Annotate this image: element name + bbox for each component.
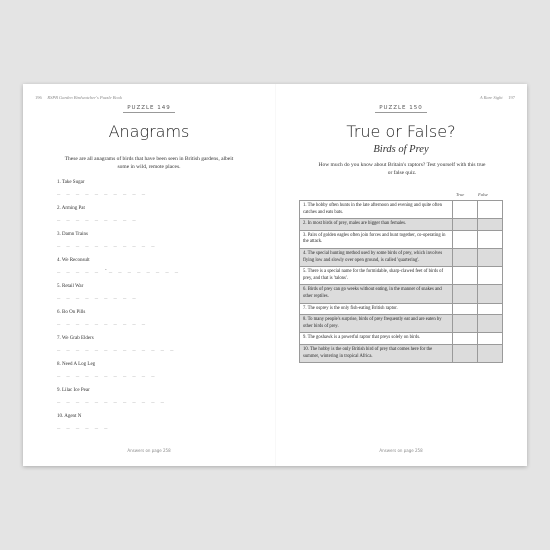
false-answer-box[interactable] (478, 303, 503, 315)
anagram-clue: 2. Arming Pat (57, 206, 85, 211)
anagram-blanks[interactable]: _ _ _ _ _ _ _ _ _ (57, 215, 138, 221)
anagram-item (57, 336, 175, 351)
anagram-clue: 3. Damn Trains (57, 232, 88, 237)
anagram-blanks[interactable]: _ _ _ _ _ _ _ _ _ _ (57, 189, 147, 195)
book-spread (23, 84, 527, 466)
left-page (23, 84, 275, 466)
true-answer-box[interactable] (453, 219, 478, 231)
anagram-blanks[interactable]: _ _ _ _ _ _ (57, 423, 109, 429)
anagram-item (57, 258, 180, 273)
table-row (300, 201, 503, 219)
table-row (300, 315, 503, 333)
false-answer-box[interactable] (478, 285, 503, 303)
false-answer-box[interactable] (478, 201, 503, 219)
anagram-item (57, 414, 109, 429)
true-answer-box[interactable] (453, 315, 478, 333)
right-running-header (480, 95, 515, 100)
left-running-title: RSPB Garden Birdwatcher's Puzzle Book (47, 95, 122, 100)
false-answer-box[interactable] (478, 344, 503, 362)
statement: 7. The osprey is the only fish-eating British raptor. (300, 303, 453, 315)
true-answer-box[interactable] (453, 344, 478, 362)
anagram-clue: 7. We Grab Elders (57, 336, 94, 341)
false-answer-box[interactable] (478, 230, 503, 248)
left-puzzle-label: PUZZLE 149 (23, 105, 275, 113)
anagram-clue: 9. Lilac Ice Pear (57, 388, 90, 393)
table-row (300, 285, 503, 303)
right-page-number: 197 (508, 95, 515, 100)
anagram-item (57, 284, 137, 299)
table-row (300, 219, 503, 231)
true-answer-box[interactable] (453, 285, 478, 303)
anagram-clue: 8. Need A Log Leg (57, 362, 96, 367)
left-footer: Answers on page 258 (127, 448, 171, 453)
anagram-clue: 1. Take Sugar (57, 180, 85, 185)
anagram-item (57, 206, 137, 221)
table-row (300, 248, 503, 266)
false-answer-box[interactable] (478, 219, 503, 231)
statement: 5. There is a special name for the formidable, sharp-clawed feet of birds of prey, and that is 'talons'. (300, 267, 453, 285)
true-answer-box[interactable] (453, 267, 478, 285)
statement: 10. The hobby is the only British bird of prey that comes here for the summer, wintering in tropical Africa. (300, 344, 453, 362)
statement: 3. Pairs of golden eagles often join forces and hunt together, co-operating in the attack. (300, 230, 453, 248)
anagram-clue: 6. Bo On Pills (57, 310, 86, 315)
right-footer: Answers on page 258 (379, 448, 423, 453)
false-answer-box[interactable] (478, 333, 503, 345)
statement: 6. Birds of prey can go weeks without eating, in the manner of snakes and other reptiles. (300, 285, 453, 303)
true-answer-box[interactable] (453, 248, 478, 266)
anagram-item (57, 388, 165, 403)
false-answer-box[interactable] (478, 248, 503, 266)
right-page-subtitle: Birds of Prey (373, 144, 429, 155)
left-running-header (35, 95, 122, 100)
anagram-clue: 4. We Reconsult (57, 258, 90, 263)
anagram-blanks[interactable]: _ _ _ _ _ _ _ _ _ _ _ _ _ (57, 345, 175, 351)
right-puzzle-label: PUZZLE 150 (275, 105, 527, 113)
anagram-clue: 5. Retail War (57, 284, 84, 289)
anagram-blanks[interactable]: _ _ _ _ _ _ _ _ _ _ (57, 319, 147, 325)
statement: 4. The special hunting method used by some birds of prey, which involves flying low and slowly over open ground, is called 'quartering'. (300, 248, 453, 266)
true-answer-box[interactable] (453, 230, 478, 248)
right-running-title: A Rare Sight (479, 95, 503, 100)
table-row (300, 230, 503, 248)
false-column-header: False (478, 192, 488, 197)
true-answer-box[interactable] (453, 303, 478, 315)
right-page-title: True or False? (346, 122, 456, 141)
anagram-blanks[interactable]: _ _ _ _ _ -_ _ _ _ _ _ _ _ (57, 267, 180, 273)
true-false-table (299, 200, 503, 363)
left-page-title: Anagrams (108, 122, 190, 141)
false-answer-box[interactable] (478, 267, 503, 285)
true-column-header: True (456, 192, 465, 197)
true-answer-box[interactable] (453, 201, 478, 219)
left-page-number: 196 (35, 95, 42, 100)
statement: 8. To many people's surprise, birds of prey frequently eat and are eaten by other birds of prey. (300, 315, 453, 333)
anagram-item (57, 362, 156, 377)
table-row (300, 333, 503, 345)
anagram-item (57, 232, 156, 247)
statement: 1. The hobby often hunts in the late afternoon and evening and quite often catches and eats bats. (300, 201, 453, 219)
table-row (300, 267, 503, 285)
anagram-blanks[interactable]: _ _ _ _ _ _ _ _ _ (57, 293, 138, 299)
anagram-clue: 10. Agent N (57, 414, 82, 419)
anagram-blanks[interactable]: _ _ _ _ _ _ _ _ _ _ _ _ (57, 397, 166, 403)
table-row (300, 344, 503, 362)
anagram-blanks[interactable]: _ _ _ _ _ _ _ _ _ _ _ (57, 371, 156, 377)
left-intro: These are all anagrams of birds that have been seen in British gardens, albeit some in wild, remote places. (64, 156, 234, 170)
anagram-item (57, 180, 147, 195)
right-intro: How much do you know about Britain's raptors? Test yourself with this true or false quiz. (318, 162, 486, 176)
table-row (300, 303, 503, 315)
statement: 2. In most birds of prey, males are bigger than females. (300, 219, 453, 231)
statement: 9. The goshawk is a powerful raptor that preys solely on birds. (300, 333, 453, 345)
false-answer-box[interactable] (478, 315, 503, 333)
anagram-item (57, 310, 147, 325)
true-answer-box[interactable] (453, 333, 478, 345)
anagram-blanks[interactable]: _ _ _ _ _ _ _ _ _ _ _ (57, 241, 156, 247)
right-page (275, 84, 527, 466)
